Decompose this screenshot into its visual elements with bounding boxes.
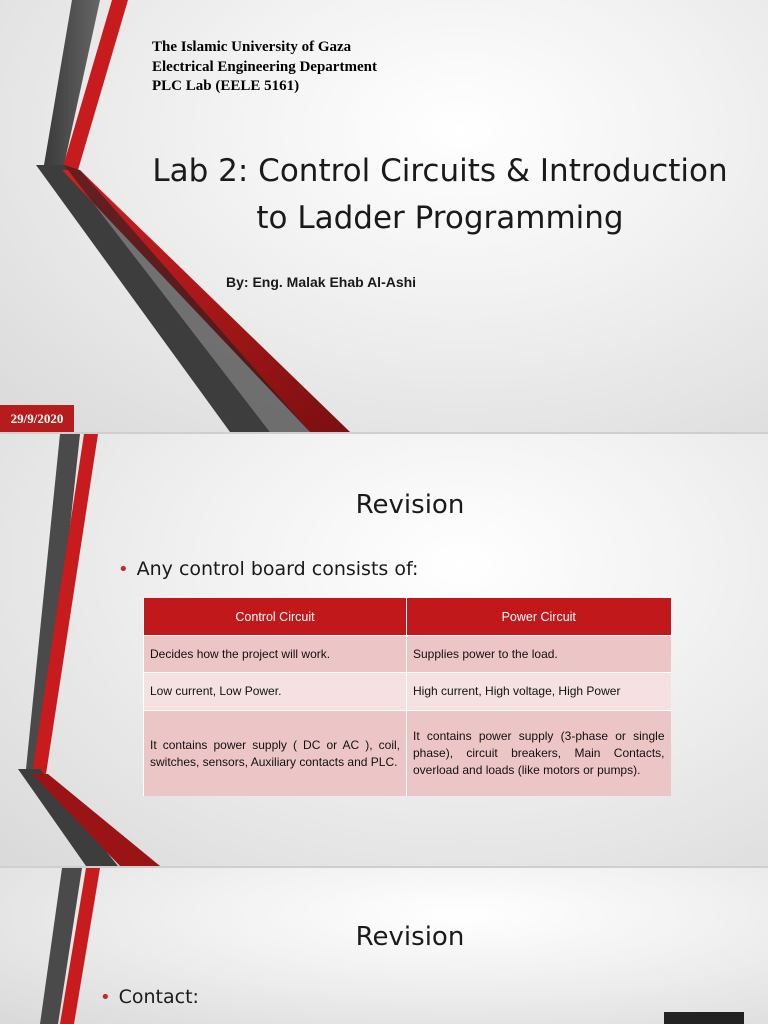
title-line: to Ladder Programming: [256, 200, 624, 236]
bullet-item: [100, 986, 199, 1008]
table-cell: Low current, Low Power.: [144, 673, 407, 711]
date-badge: 29/9/2020: [0, 405, 74, 432]
header-line: Electrical Engineering Department: [152, 58, 377, 75]
slide-main-title: [140, 148, 740, 242]
bullet-text: Any control board consists of:: [136, 558, 419, 580]
table-row: [144, 711, 671, 797]
bullet-item: [118, 558, 418, 580]
table-cell: Decides how the project will work.: [144, 636, 407, 673]
table-cell: Supplies power to the load.: [407, 636, 671, 673]
bullet-dot-icon: •: [100, 987, 111, 1008]
title-line: Lab 2: Control Circuits & Introduction: [152, 153, 728, 189]
slide-revision: [0, 434, 768, 866]
table-cell: High current, High voltage, High Power: [407, 673, 671, 711]
institution-header: [152, 38, 377, 97]
table-cell: It contains power supply (3-phase or single phase), circuit breakers, Main Contacts, overload and loads (like motors or pumps).: [407, 711, 671, 797]
slide-heading: Revision: [355, 490, 465, 520]
header-line: PLC Lab (EELE 5161): [152, 78, 300, 94]
table-row: [144, 673, 671, 711]
slide-heading: Revision: [355, 922, 465, 952]
author-byline: By: Eng. Malak Ehab Al-Ashi: [226, 274, 417, 290]
column-header: Power Circuit: [407, 598, 671, 636]
bullet-text: Contact:: [118, 986, 199, 1008]
slide-revision-contact: [0, 868, 768, 1024]
header-line: The Islamic University of Gaza: [152, 39, 352, 55]
slide-title: [0, 0, 768, 432]
column-header: Control Circuit: [144, 598, 407, 636]
comparison-table: [143, 598, 671, 796]
photo-thumbnail: [664, 1012, 744, 1024]
table-row: [144, 636, 671, 673]
table-cell: It contains power supply ( DC or AC ), coil, switches, sensors, Auxiliary contacts and PLC.: [144, 711, 407, 797]
bullet-dot-icon: •: [118, 559, 129, 580]
